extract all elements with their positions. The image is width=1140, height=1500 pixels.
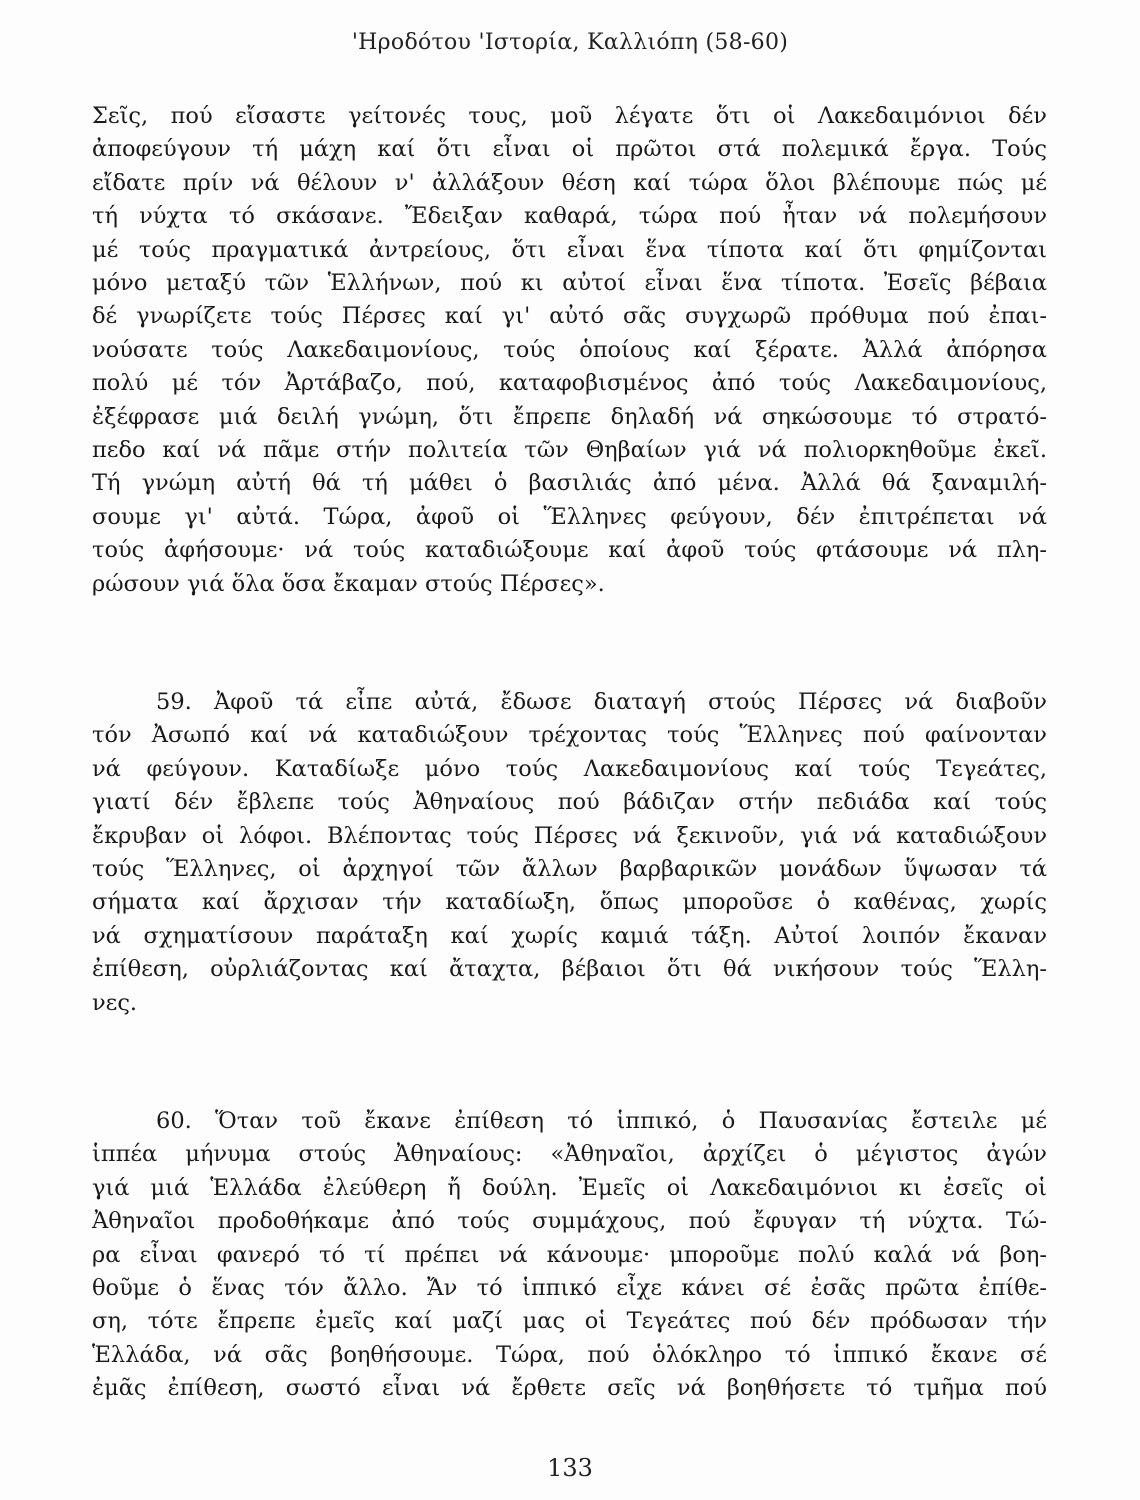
text-line: ρώσουν γιά ὅλα ὅσα ἔκαμαν στούς Πέρσες». [92,570,605,597]
text-line: 60. Ὅταν τοῦ ἔκανε ἐπίθεση τό ἱππικό, ὁ Παυσανίας ἔστειλε μέ [156,1108,1047,1134]
text-line: Τή γνώμη αὐτή θά τή μάθει ὁ βασιλιάς ἀπό μένα. Ἀλλά θά ξαναμιλή- [92,470,1047,497]
text-line: ἐμᾶς ἐπίθεση, σωστό εἶναι νά ἔρθετε σεῖς νά βοηθήσετε τό τμῆμα πού [92,1375,1047,1402]
text-line: τή νύχτα τό σκάσανε. Ἔδειξαν καθαρά, τώρα πού ἦταν νά πολεμήσουν [92,203,1047,230]
text-line: νούσατε τούς Λακεδαιμονίους, τούς ὁποίους καί ξέρατε. Ἀλλά ἀπόρησα [92,336,1047,363]
paragraph-speech [92,100,1047,601]
page-number: 133 [547,1454,593,1482]
text-line: Ἑλλάδα, νά σᾶς βοηθήσουμε. Τώρα, πού ὁλόκληρο τό ἱππικό ἔκανε σέ [92,1341,1047,1368]
paragraph-59 [92,686,1047,1020]
text-line: σουμε γι' αὐτά. Τώρα, ἀφοῦ οἱ Ἕλληνες φεύγουν, δέν ἐπιτρέπεται νά [92,503,1047,530]
running-header: 'Ηροδότου 'Ιστορία, Καλλιόπη (58-60) [351,30,789,55]
text-line: νά φεύγουν. Καταδίωξε μόνο τούς Λακεδαιμονίους καί τούς Τεγεάτες, [92,755,1047,782]
text-line: πεδο καί νά πᾶμε στήν πολιτεία τῶν Θηβαίων γιά νά πολιορκηθοῦμε ἐκεῖ. [92,437,1047,464]
text-line: τούς Ἕλληνες, οἱ ἀρχηγοί τῶν ἄλλων βαρβαρικῶν μονάδων ὕψωσαν τά [92,856,1047,883]
text-line: ἀποφεύγουν τή μάχη καί ὅτι εἶναι οἱ πρῶτοι στά πολεμικά ἔργα. Τούς [92,136,1047,163]
paragraph-60 [92,1105,1047,1406]
text-line: ἱππέα μήνυμα στούς Ἀθηναίους: «Ἀθηναῖοι, ἀρχίζει ὁ μέγιστος ἀγών [92,1141,1047,1168]
text-line: ἐπίθεση, οὐρλιάζοντας καί ἄταχτα, βέβαιοι ὅτι θά νικήσουν τούς Ἕλλη- [92,956,1047,983]
text-line: Σεῖς, πού εἴσαστε γείτονές τους, μοῦ λέγατε ὅτι οἱ Λακεδαιμόνιοι δέν [92,103,1047,129]
text-line: μόνο μεταξύ τῶν Ἑλλήνων, πού κι αὐτοί εἶναι ἕνα τίποτα. Ἐσεῖς βέβαια [92,270,1047,297]
text-line: πολύ μέ τόν Ἀρτάβαζο, πού, καταφοβισμένος ἀπό τούς Λακεδαιμονίους, [92,370,1047,397]
text-line: νά σχηματίσουν παράταξη καί χωρίς καμιά τάξη. Αὐτοί λοιπόν ἔκαναν [92,922,1047,949]
text-line: ση, τότε ἔπρεπε ἐμεῖς καί μαζί μας οἱ Τεγεάτες πού δέν πρόδωσαν τήν [92,1308,1047,1335]
text-line: τούς ἀφήσουμε· νά τούς καταδιώξουμε καί ἀφοῦ τούς φτάσουμε νά πλη- [92,537,1047,564]
text-line: Ἀθηναῖοι προδοθήκαμε ἀπό τούς συμμάχους, πού ἔφυγαν τή νύχτα. Τώ- [92,1208,1047,1235]
text-line: γιατί δέν ἔβλεπε τούς Ἀθηναίους πού βάδιζαν στήν πεδιάδα καί τούς [92,789,1047,816]
text-line: ἔκρυβαν οἱ λόφοι. Βλέποντας τούς Πέρσες νά ξεκινοῦν, γιά νά καταδιώξουν [92,822,1047,849]
text-line: εἴδατε πρίν νά θέλουν ν' ἀλλάξουν θέση καί τώρα ὅλοι βλέπουμε πώς μέ [92,169,1047,196]
text-line: γιά μιά Ἑλλάδα ἐλεύθερη ἤ δούλη. Ἐμεῖς οἱ Λακεδαιμόνιοι κι ἐσεῖς οἱ [92,1174,1047,1201]
text-line: μέ τούς πραγματικά ἀντρείους, ὅτι εἶναι ἕνα τίποτα καί ὅτι φημίζονται [92,236,1047,263]
text-line: σήματα καί ἄρχισαν τήν καταδίωξη, ὅπως μποροῦσε ὁ καθένας, χωρίς [92,889,1047,916]
text-line: ἐξέφρασε μιά δειλή γνώμη, ὅτι ἔπρεπε δηλαδή νά σηκώσουμε τό στρατό- [92,403,1047,430]
text-line: ρα εἶναι φανερό τό τί πρέπει νά κάνουμε· μποροῦμε πολύ καλά νά βοη- [92,1241,1047,1268]
text-line: θοῦμε ὁ ἕνας τόν ἄλλο. Ἄν τό ἱππικό εἶχε κάνει σέ ἐσᾶς πρῶτα ἐπίθε- [92,1275,1047,1302]
text-line: νες. [92,989,138,1016]
text-line: δέ γνωρίζετε τούς Πέρσες καί γι' αὐτό σᾶς συγχωρῶ πρόθυμα πού ἐπαι- [92,303,1047,330]
text-line: 59. Ἀφοῦ τά εἶπε αὐτά, ἔδωσε διαταγή στούς Πέρσες νά διαβοῦν [156,689,1047,715]
text-line: τόν Ἀσωπό καί νά καταδιώξουν τρέχοντας τούς Ἕλληνες πού φαίνονταν [92,722,1047,749]
